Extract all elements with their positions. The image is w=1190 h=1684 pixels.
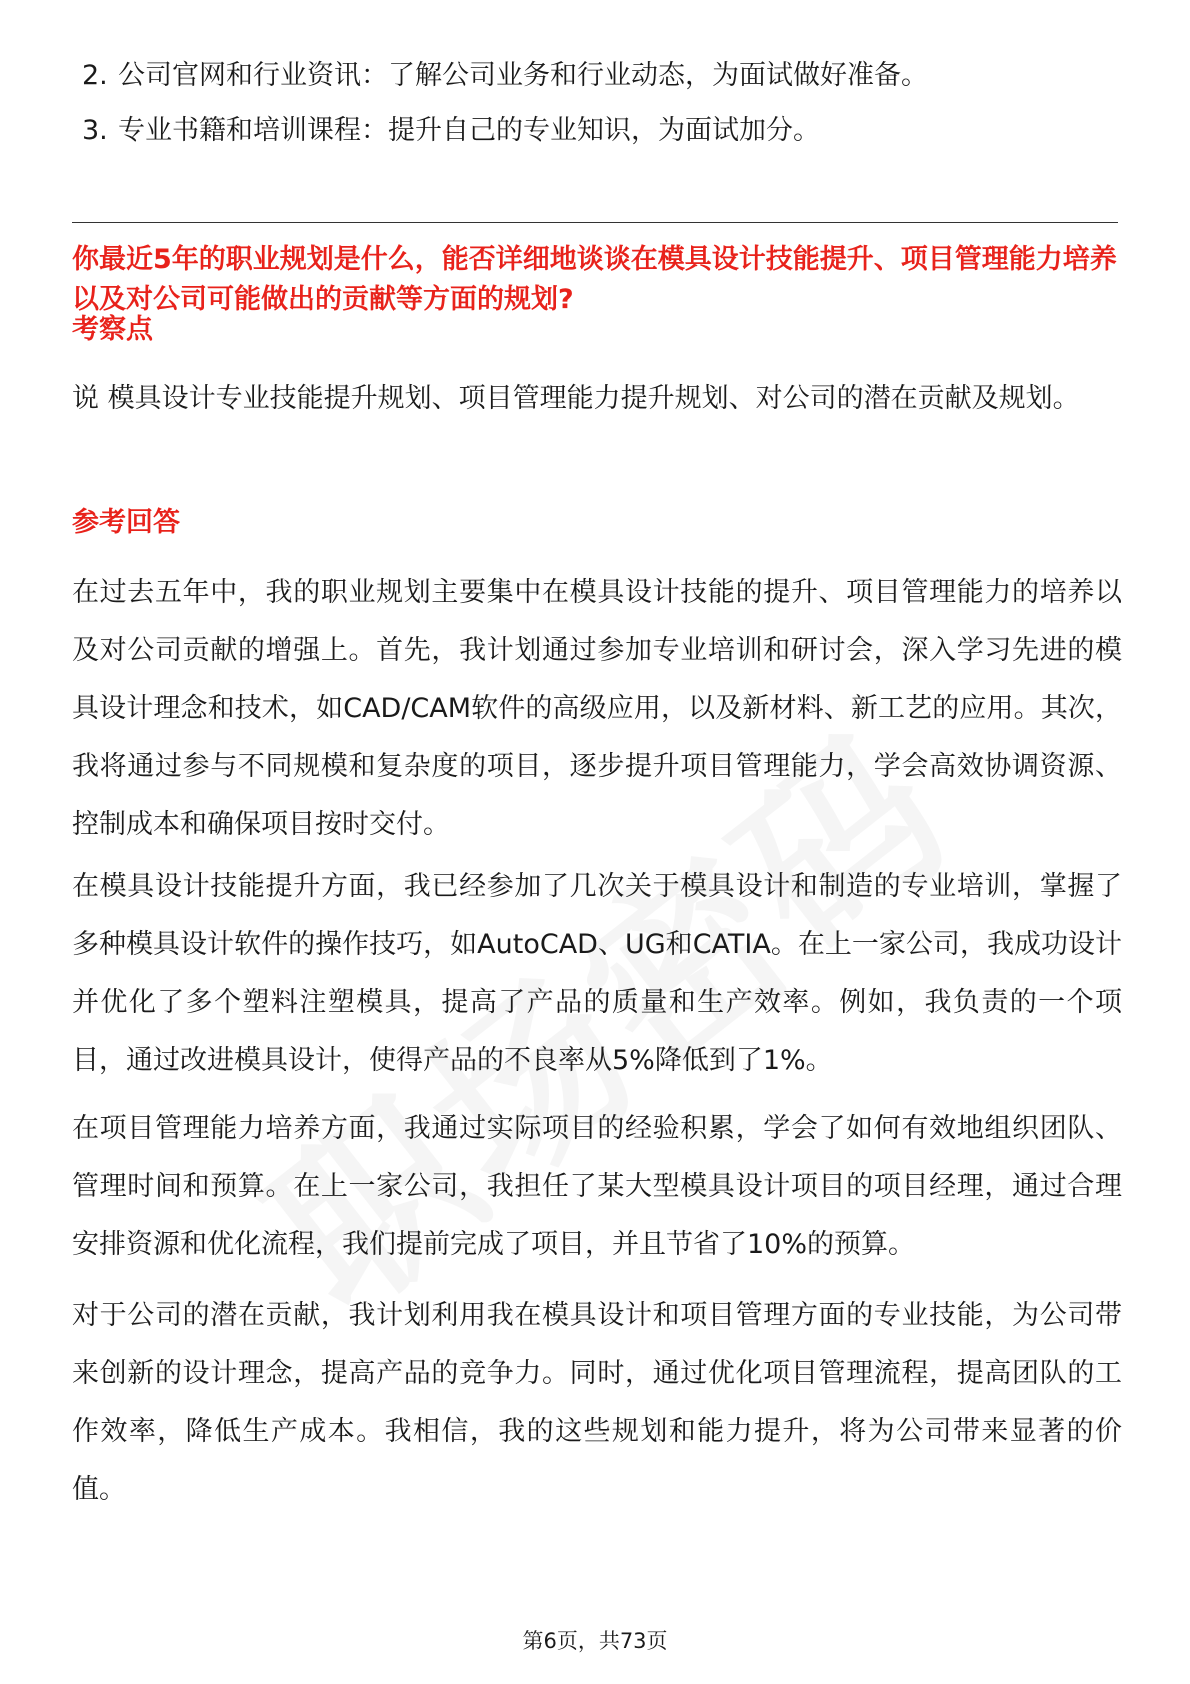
list-item-number: 2. [82,60,108,91]
list-item-number: 3. [82,115,108,146]
list-item [82,58,928,94]
assessment-heading: 考察点 [72,314,153,345]
list-item-text: 专业书籍和培训课程：提升自己的专业知识，为面试加分。 [118,115,820,146]
page-footer: 第6页，共73页 [522,1629,668,1653]
section-divider [72,222,1118,223]
reference-paragraph: 在模具设计技能提升方面，我已经参加了几次关于模具设计和制造的专业培训，掌握了多种模具设计软件的操作技巧，如AutoCAD、UG和CATIA。在上一家公司，我成功设计并优化了多个塑料注塑模具，提高了产品的质量和生产效率。例如，我负责的一个项目，通过改进模具设计，使得产品的不良率从5%降低到了1%。 [72,871,1122,1076]
reference-paragraph: 在项目管理能力培养方面，我通过实际项目的经验积累，学会了如何有效地组织团队、管理时间和预算。在上一家公司，我担任了某大型模具设计项目的项目经理，通过合理安排资源和优化流程，我们提前完成了项目，并且节省了10%的预算。 [72,1113,1122,1260]
question-heading: 你最近5年的职业规划是什么，能否详细地谈谈在模具设计技能提升、项目管理能力培养以及对公司可能做出的贡献等方面的规划? [72,244,1117,315]
reference-paragraph: 在过去五年中，我的职业规划主要集中在模具设计技能的提升、项目管理能力的培养以及对公司贡献的增强上。首先，我计划通过参加专业培训和研讨会，深入学习先进的模具设计理念和技术，如CAD/CAM软件的高级应用，以及新材料、新工艺的应用。其次，我将通过参与不同规模和复杂度的项目，逐步提升项目管理能力，学会高效协调资源、控制成本和确保项目按时交付。 [72,577,1122,840]
list-item [82,113,820,149]
assessment-text: 说 模具设计专业技能提升规划、项目管理能力提升规划、对公司的潜在贡献及规划。 [72,383,1080,414]
list-item-text: 公司官网和行业资讯：了解公司业务和行业动态，为面试做好准备。 [118,60,928,91]
reference-heading: 参考回答 [72,507,180,538]
reference-paragraph: 对于公司的潜在贡献，我计划利用我在模具设计和项目管理方面的专业技能，为公司带来创新的设计理念，提高产品的竞争力。同时，通过优化项目管理流程，提高团队的工作效率，降低生产成本。我相信，我的这些规划和能力提升，将为公司带来显著的价值。 [72,1300,1122,1505]
